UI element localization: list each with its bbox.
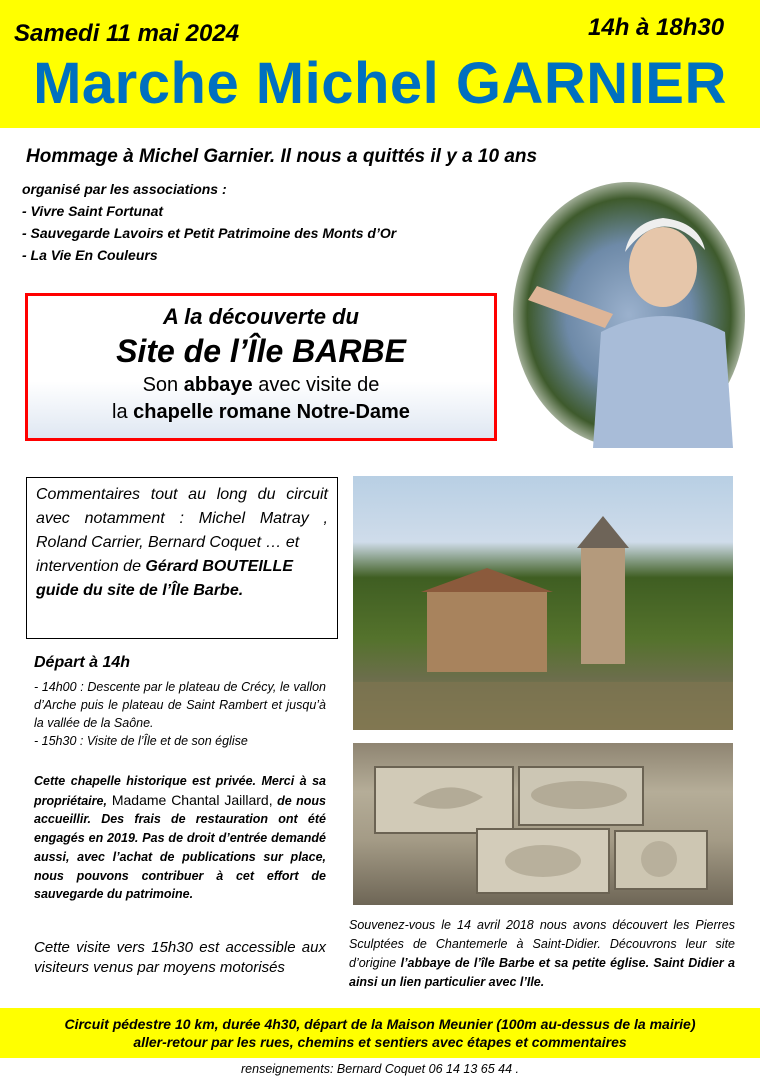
box-text-bold: chapelle romane Notre-Dame (133, 401, 410, 423)
guide-name: Gérard BOUTEILLE (145, 558, 293, 575)
comment-intervention (36, 555, 328, 579)
caption-text: Souvenez-vous le 14 avril 2018 nous avons découvert les Pierres Sculptées de Chantemerle à Saint-Didier. Découvrons leur site d’origine (349, 918, 735, 970)
depart-list (34, 678, 326, 750)
comment-guide: guide du site de l’Île Barbe. (36, 582, 244, 599)
organizer-item: - Vivre Saint Fortunat (22, 203, 164, 219)
comment-text: Commentaires tout au long du circuit avec notamment : Michel Matray , Roland Carrier, Bernard Coquet … et (36, 486, 328, 551)
organizer-item: - Sauvegarde Lavoirs et Petit Patrimoine des Monts d’Or (22, 225, 397, 241)
circuit-line-2: aller-retour par les rues, chemins et sentiers avec étapes et commentaires (133, 1034, 627, 1050)
hommage-heading: Hommage à Michel Garnier. Il nous a quittés il y a 10 ans (26, 146, 538, 167)
circuit-band (0, 1008, 760, 1058)
circuit-line-1: Circuit pédestre 10 km, durée 4h30, départ de la Maison Meunier (100m au-dessus de la mairie) (64, 1016, 696, 1032)
site-highlight-box (25, 293, 497, 441)
organizer-item: - La Vie En Couleurs (22, 247, 158, 263)
chapel-text: de nous accueillir. Des frais de restauration ont été engagés en 2019. Pas de droit d’entrée demandé aussi, avec l’achat de publications sur place, nous pouvons contribuer à cet effort de sauvegarde du patrimoine. (34, 793, 326, 902)
box-line-4 (28, 401, 494, 424)
depart-heading: Départ à 14h (34, 654, 131, 671)
chapel-text: Cette chapelle historique est privée. Merci à sa propriétaire, (34, 774, 326, 808)
organizers-intro: organisé par les associations : (22, 181, 227, 197)
box-line-3 (28, 374, 494, 397)
caption-text-bold: l’abbaye de l’île Barbe et sa petite église. Saint Didier a ainsi un lien particulier avec l’Ile. (349, 956, 735, 989)
depart-item: - 14h00 : Descente par le plateau de Crécy, le vallon d’Arche puis le plateau de Saint Rambert et jusqu’à la vallée de la Saône. (34, 680, 326, 730)
event-date: Samedi 11 mai 2024 (14, 20, 240, 47)
box-text: la (112, 401, 134, 423)
contact-info: renseignements: Bernard Coquet 06 14 13 65 44 . (241, 1062, 519, 1076)
chapel-paragraph (34, 772, 326, 904)
stones-caption (349, 916, 735, 992)
comment-box (26, 477, 338, 639)
box-text: avec visite de (252, 374, 380, 396)
organizers-block (22, 178, 396, 266)
sculpted-stones-photo (353, 743, 733, 905)
box-line-2: Site de l’Île BARBE (116, 333, 406, 369)
owner-name: Madame Chantal Jaillard, (106, 791, 273, 808)
event-hours: 14h à 18h30 (588, 14, 725, 41)
box-text: Son (142, 374, 184, 396)
box-text-bold: abbaye (183, 374, 253, 396)
visit-paragraph: Cette visite vers 15h30 est accessible aux visiteurs venus par moyens motorisés (34, 939, 326, 976)
ile-barbe-photo (353, 476, 733, 730)
comment-text: intervention de (36, 558, 146, 575)
box-line-1: A la découverte du (162, 304, 359, 329)
portrait-photo (513, 182, 745, 448)
depart-item: - 15h30 : Visite de l’Île et de son église (34, 734, 248, 748)
page-title: Marche Michel GARNIER (33, 51, 727, 116)
